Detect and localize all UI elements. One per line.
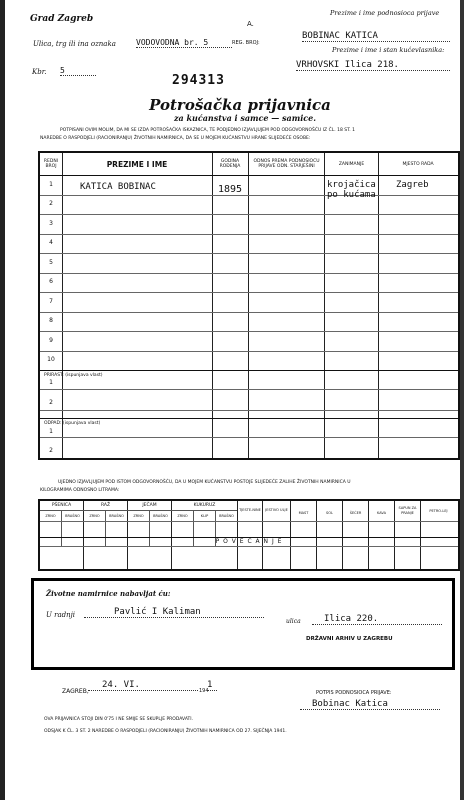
increase-row-label: P O V E Ć A N J E bbox=[215, 538, 283, 545]
intro-line1: POTPISANI OVIM MOLIM, DA MI SE IZDA POTROŠAČKA ISKAZNICA, TE PODJEDNO IZJAVLJUJEM POD ODGOVORNOŠĆU IZ ČL. 18 ST. 1 bbox=[60, 128, 356, 133]
year-label: 194 bbox=[199, 688, 209, 694]
kbr-label: Kbr. bbox=[32, 68, 47, 76]
stock-sub: BRAŠNO bbox=[153, 514, 168, 518]
row-number: 2 bbox=[49, 447, 53, 454]
signature-value: Bobinac Katica bbox=[300, 699, 440, 710]
supply-title: Životne namirnice nabavljat ću: bbox=[46, 589, 171, 598]
stock-group: PŠENICA bbox=[51, 503, 72, 508]
row-number: 6 bbox=[49, 278, 53, 285]
stock-sub: BRAŠNO bbox=[65, 514, 80, 518]
stock-sub: ZRNO bbox=[45, 514, 56, 518]
shop-value: Pavlić I Kaliman bbox=[84, 607, 264, 618]
row-number: 10 bbox=[47, 356, 55, 363]
row-number: 9 bbox=[49, 337, 53, 344]
header-num: REDNI BROJ bbox=[43, 159, 59, 169]
increase-label: PRIRAST: (ispunjava vlast) bbox=[44, 373, 103, 378]
person-name: KATICA BOBINAC bbox=[80, 182, 156, 192]
shop-label: U radnji bbox=[46, 611, 76, 619]
stock-line2: KILOGRAMIMA ODNOSNO LITRAMA: bbox=[40, 488, 120, 493]
place-label: ZAGREB, bbox=[62, 688, 89, 695]
scan-edge-left bbox=[0, 0, 5, 800]
scan-edge-right bbox=[460, 0, 464, 800]
shop-street-value: Ilica 220. bbox=[312, 614, 442, 625]
stock-group: KUKURUZ bbox=[193, 503, 216, 508]
decrease-label: ODPAD: (ispunjava vlast) bbox=[44, 421, 101, 426]
header-work: MJESTO RADA bbox=[402, 162, 434, 167]
row-number: 1 bbox=[49, 181, 53, 188]
person-birth-year: 1895 bbox=[218, 184, 243, 195]
stock-item: MAST bbox=[298, 511, 309, 515]
stock-item: JESTIVO ULJE bbox=[265, 508, 288, 512]
shop-street-label: ulica bbox=[286, 618, 301, 625]
stock-line1: UJEDNO IZJAVLJUJEM POD ISTOM ODGOVORNOŠĆU, DA U MOJEM KUĆANSTVU POSTOJE SLIJEDEĆE ZALIHE ŽIVOTNIH NAMIRNICA U bbox=[58, 480, 351, 485]
kbr-value: 5 bbox=[60, 66, 96, 76]
city-name: Grad Zagreb bbox=[30, 14, 94, 24]
submitter-label: Prezime i ime podnosioca prijave bbox=[330, 9, 440, 17]
form-title: Potrošačka prijavnica bbox=[149, 96, 331, 114]
street-value: VODOVODNA br. 5 bbox=[136, 38, 232, 48]
row-number: 7 bbox=[49, 298, 53, 305]
stock-table bbox=[38, 499, 460, 571]
stock-sub: BRAŠNO bbox=[109, 514, 124, 518]
street-label: Ulica, trg ili ina oznaka bbox=[33, 40, 116, 48]
person-work-place: Zagreb bbox=[396, 180, 429, 190]
price-note: OVA PRIJAVNICA STOJI DIN 0'75 I NE SMIJE SE SKUPLJE PRODAVATI. bbox=[44, 717, 194, 722]
row-number: 2 bbox=[49, 399, 53, 406]
header-relation: ODNOS PREMA PODNOSIOCU PRIJAVE ODN. STARJEŠINI bbox=[253, 159, 320, 169]
person-occupation: po kućama bbox=[327, 190, 376, 200]
form-number: 294313 bbox=[172, 73, 225, 88]
stock-item: SOL bbox=[326, 511, 333, 515]
stock-item: SAPUN ZA PRANJE bbox=[398, 506, 417, 515]
supply-box bbox=[31, 578, 455, 670]
stock-group: JEČAM bbox=[142, 503, 157, 508]
stock-sub: KLIP bbox=[200, 514, 209, 518]
year-suffix: 1 bbox=[207, 680, 217, 691]
stock-sub: ZRNO bbox=[177, 514, 188, 518]
row-number: 8 bbox=[49, 317, 53, 324]
header-year: GODINA ROĐENJA bbox=[219, 159, 241, 169]
date-value: 24. VI. bbox=[88, 680, 198, 691]
form-subtitle: za kućanstva i samce — samice. bbox=[173, 113, 316, 123]
row-number: 2 bbox=[49, 200, 53, 207]
stock-item: ŠEĆER bbox=[349, 511, 362, 515]
persons-table bbox=[38, 151, 460, 460]
row-number: 4 bbox=[49, 239, 53, 246]
header-name: PREZIME I IME bbox=[106, 160, 168, 169]
regulation-note: ODSJAK K ČL. 3 ST. 2 NAREDBE O RASPODJELI (RACIONIRANJU) ŽIVOTNIH NAMIRNICA OD 27. SIJEČNJA 1941. bbox=[44, 729, 287, 734]
landlord-label: Prezime i ime i stan kućevlasnika: bbox=[332, 46, 445, 54]
stock-sub: ZRNO bbox=[133, 514, 144, 518]
reg-label: REG. BROJ: bbox=[232, 40, 260, 46]
header-occupation: ZANIMANJE bbox=[338, 162, 365, 167]
stock-sub: ZRNO bbox=[89, 514, 100, 518]
submitter-value: BOBINAC KATICA bbox=[302, 31, 450, 42]
signature-label: POTPIS PODNOSIOCA PRIJAVE: bbox=[316, 690, 392, 696]
intro-line2: NAREDBE O RASPODJELI (RACIONIRANJU) ŽIVOTNIH NAMIRNICA, DA SE U MOJEM KUĆANSTVU HRANE SLIJEDEĆE OSOBE: bbox=[40, 136, 311, 141]
a-label: A. bbox=[247, 20, 254, 28]
row-number: 3 bbox=[49, 220, 53, 227]
row-number: 5 bbox=[49, 259, 53, 266]
stock-item: KAVA bbox=[377, 511, 386, 515]
archive-stamp: DRŽAVNI ARHIV U ZAGREBU bbox=[306, 636, 393, 642]
stock-sub: BRAŠNO bbox=[219, 514, 234, 518]
landlord-value: VRHOVSKI Ilica 218. bbox=[296, 60, 450, 71]
stock-group: RAŽ bbox=[100, 503, 111, 508]
row-number: 1 bbox=[49, 379, 53, 386]
person-occupation: krojačica bbox=[327, 180, 376, 190]
stock-item: PETRO-LEJ bbox=[429, 509, 448, 513]
stock-item: TJESTE-NINE bbox=[239, 508, 261, 512]
row-number: 1 bbox=[49, 428, 53, 435]
